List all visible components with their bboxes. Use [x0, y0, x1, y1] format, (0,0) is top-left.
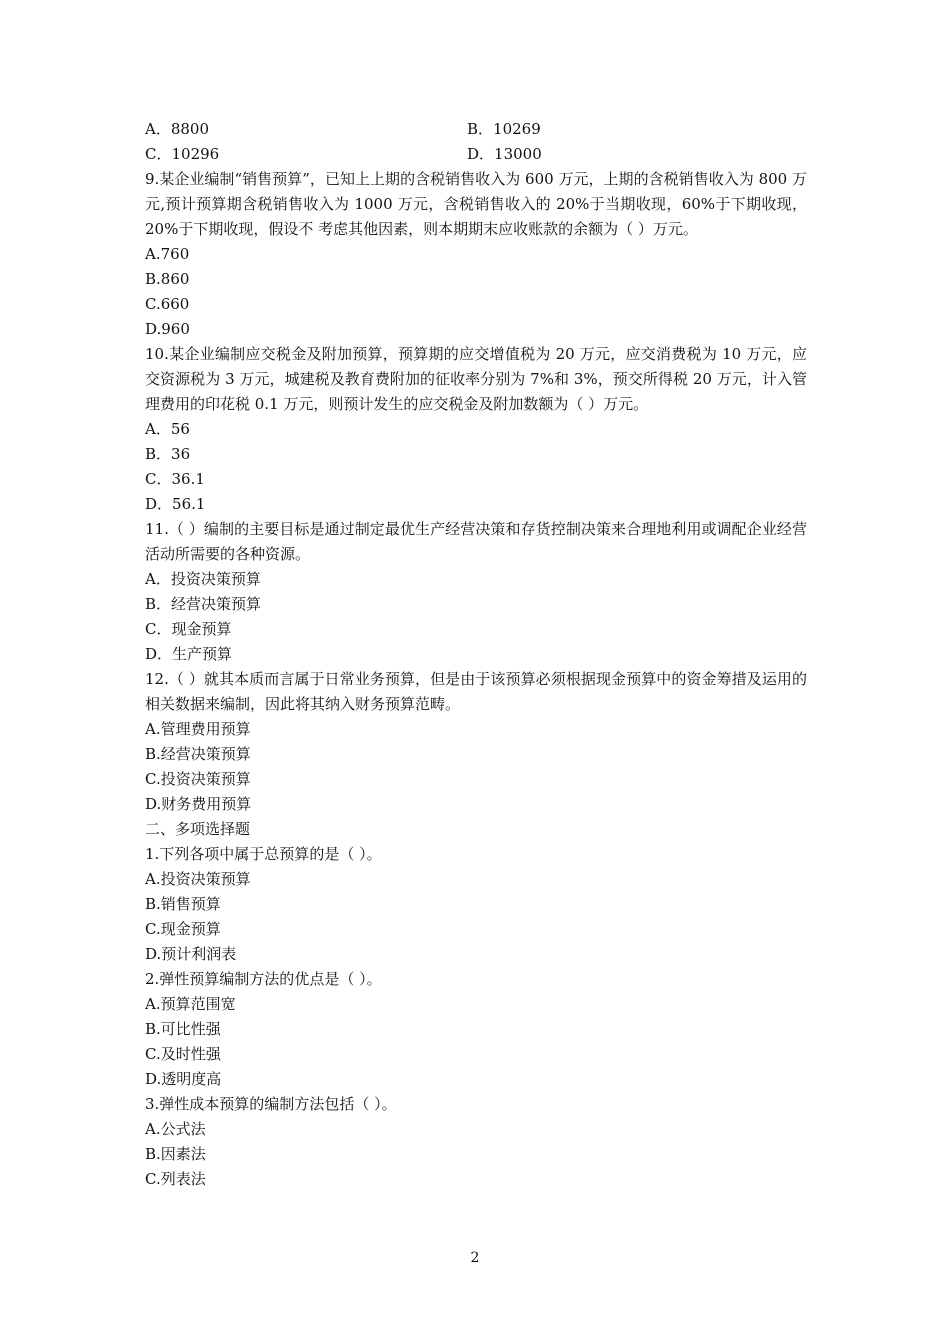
m1-stem: 1.下列各项中属于总预算的是（ ）。	[145, 845, 382, 863]
q12-option-c: C.投资决策预算	[145, 770, 251, 788]
q11-option-c: C．现金预算	[145, 620, 232, 638]
q9-stem: 9.某企业编制“销售预算”，已知上上期的含税销售收入为 600 万元，上期的含税销售收入为 800 万元,预计预算期含税销售收入为 1000 万元，含税销售收入的 20%于当期收现，60%于下期收现，20%于下期收现，假设不 考虑其他因素，则本期期末应收账款的余额为（ ）万元。	[145, 170, 807, 238]
m2-stem: 2.弹性预算编制方法的优点是（ ）。	[145, 970, 382, 988]
q11-option-d: D．生产预算	[145, 645, 233, 663]
m3-option-c: C.列表法	[145, 1170, 206, 1188]
q12-option-d: D.财务费用预算	[145, 795, 252, 813]
m1-option-c: C.现金预算	[145, 920, 221, 938]
q11-option-b: B．经营决策预算	[145, 595, 262, 613]
m3-option-a: A.公式法	[145, 1120, 206, 1138]
q8-option-d: D．13000	[467, 145, 542, 163]
q9-option-a: A.760	[145, 245, 190, 263]
m2-option-d: D.透明度高	[145, 1070, 222, 1088]
q9-option-c: C.660	[145, 295, 190, 313]
m2-option-a: A.预算范围宽	[145, 995, 236, 1013]
q8-option-a: A．8800	[145, 120, 210, 138]
m1-option-b: B.销售预算	[145, 895, 221, 913]
q10-stem: 10.某企业编制应交税金及附加预算，预算期的应交增值税为 20 万元，应交消费税为 10 万元，应交资源税为 3 万元，城建税及教育费附加的征收率分别为 7%和 3%，预交所得税 20 万元，计入管理费用的印花税 0.1 万元，则预计发生的应交税金及附加数额为（ ）万元。	[145, 345, 807, 413]
q10-option-d: D．56.1	[145, 495, 206, 513]
q9-option-d: D.960	[145, 320, 190, 338]
m3-option-b: B.因素法	[145, 1145, 206, 1163]
q9-option-b: B.860	[145, 270, 190, 288]
q11-stem: 11.（ ）编制的主要目标是通过制定最优生产经营决策和存货控制决策来合理地利用或调配企业经营活动所需要的各种资源。	[145, 520, 807, 563]
q8-options-row-1	[145, 117, 807, 142]
q8-options-row-2	[145, 142, 807, 167]
m1-option-a: A.投资决策预算	[145, 870, 251, 888]
q12-option-b: B.经营决策预算	[145, 745, 251, 763]
q8-option-b: B．10269	[467, 120, 541, 138]
q12-option-a: A.管理费用预算	[145, 720, 251, 738]
q12-stem: 12.（ ）就其本质而言属于日常业务预算，但是由于该预算必须根据现金预算中的资金筹措及运用的相关数据来编制，因此将其纳入财务预算范畴。	[145, 670, 807, 713]
m2-option-b: B.可比性强	[145, 1020, 221, 1038]
m1-option-d: D.预计利润表	[145, 945, 237, 963]
m3-stem: 3.弹性成本预算的编制方法包括（ ）。	[145, 1095, 397, 1113]
page-number: 2	[470, 1250, 480, 1266]
q10-option-c: C．36.1	[145, 470, 205, 488]
q8-option-c: C．10296	[145, 145, 220, 163]
section-heading-multiple-choice: 二、多项选择题	[145, 820, 251, 838]
q11-option-a: A．投资决策预算	[145, 570, 261, 588]
m2-option-c: C.及时性强	[145, 1045, 221, 1063]
document-body	[145, 117, 807, 1192]
q10-option-b: B．36	[145, 445, 191, 463]
q10-option-a: A．56	[145, 420, 190, 438]
